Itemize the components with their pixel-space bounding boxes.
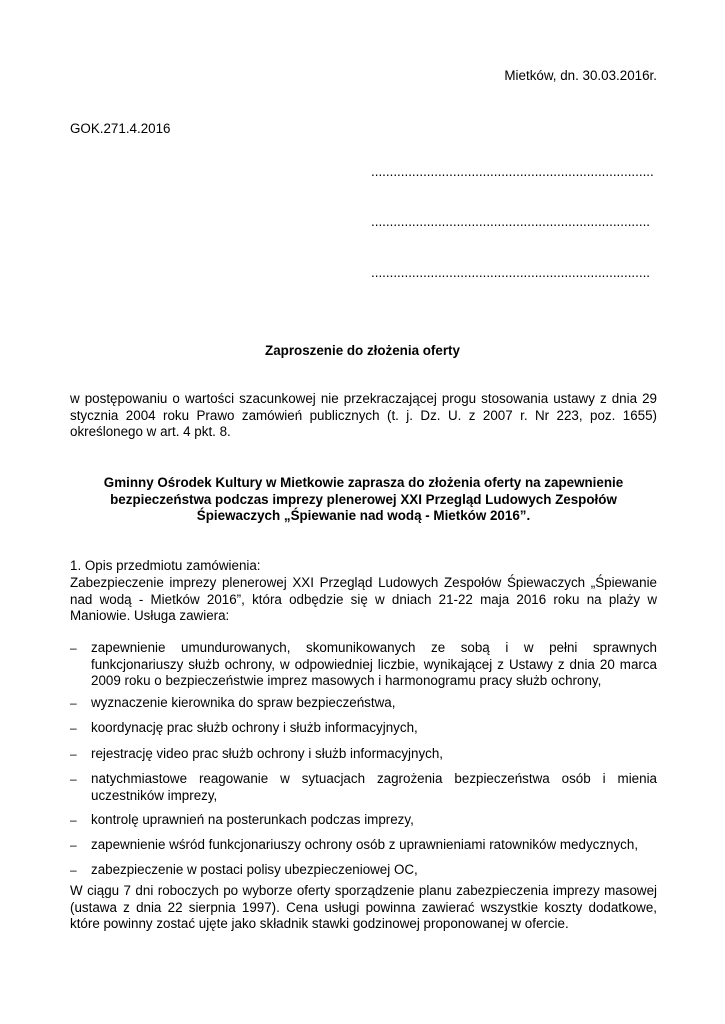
bullet-dash: – (70, 838, 77, 852)
section-heading: 1. Opis przedmiotu zamówienia: (70, 558, 261, 573)
list-item-text: kontrolę uprawnień na posterunkach podczas imprezy, (91, 812, 414, 827)
document-date: Mietków, dn. 30.03.2016r. (504, 68, 657, 83)
bullet-dash: – (70, 813, 77, 827)
list-item-text: koordynację prac służb ochrony i służb informacyjnych, (91, 720, 418, 735)
list-item-text: natychmiastowe reagowanie w sytuacjach zagrożenia bezpieczeństwa osób i mienia uczestników imprezy, (91, 771, 657, 803)
bullet-dash: – (70, 721, 77, 735)
bullet-dash: – (70, 772, 77, 786)
closing-paragraph: W ciągu 7 dni roboczych po wyborze oferty sporządzenie planu zabezpieczenia imprezy masowej (ustawa z dnia 22 sierpnia 1997). Cena usługi powinna zawierać wszystkie koszty dodatkowe, które powinny zostać ujęte jako składnik stawki godzinowej proponowanej w ofercie. (70, 883, 657, 932)
list-item-text: rejestrację video prac służb ochrony i służb informacyjnych, (91, 746, 444, 761)
address-line-1: ............................................................................ (371, 164, 654, 179)
bullet-dash: – (70, 863, 77, 877)
document-title: Zaproszenie do złożenia oferty (265, 343, 460, 358)
bullet-dash: – (70, 747, 77, 761)
bullet-dash: – (70, 696, 77, 710)
bullet-dash: – (70, 641, 77, 655)
list-item-text: zabezpieczenie w postaci polisy ubezpieczeniowej OC, (91, 862, 418, 877)
intro-paragraph: w postępowaniu o wartości szacunkowej nie przekraczającej progu stosowania ustawy z dnia 29 stycznia 2004 roku Prawo zamówień publicznych (t. j. Dz. U. z 2007 r. Nr 223, poz. 1655) określonego w art. 4 pkt. 8. (70, 391, 657, 440)
address-line-2: ........................................................................... (371, 214, 651, 229)
reference-number: GOK.271.4.2016 (70, 121, 171, 136)
list-item-text: zapewnienie wśród funkcjonariuszy ochrony osób z uprawnieniami ratowników medycznych, (91, 837, 639, 852)
address-line-3: ........................................................................... (371, 265, 651, 280)
announcement-paragraph: Gminny Ośrodek Kultury w Mietkowie zaprasza do złożenia oferty na zapewnienie bezpieczeństwa podczas imprezy plenerowej XXI Przegląd Ludowych Zespołów Śpiewaczych „Śpiewanie nad wodą - Mietków 2016”. (103, 475, 624, 524)
section-description: Zabezpieczenie imprezy plenerowej XXI Przegląd Ludowych Zespołów Śpiewaczych „Śpiewanie nad wodą - Mietków 2016”, która odbędzie się w dniach 21-22 maja 2016 roku na plaży w Maniowie. Usługa zawiera: (70, 575, 657, 624)
list-item-text: wyznaczenie kierownika do spraw bezpieczeństwa, (91, 695, 396, 710)
list-item-text: zapewnienie umundurowanych, skomunikowanych ze sobą i w pełni sprawnych funkcjonariuszy służb ochrony, w odpowiedniej liczbie, wynikającej z Ustawy z dnia 20 marca 2009 roku o bezpieczeństwie imprez masowych i harmonogramu pracy służb ochrony, (91, 640, 657, 689)
